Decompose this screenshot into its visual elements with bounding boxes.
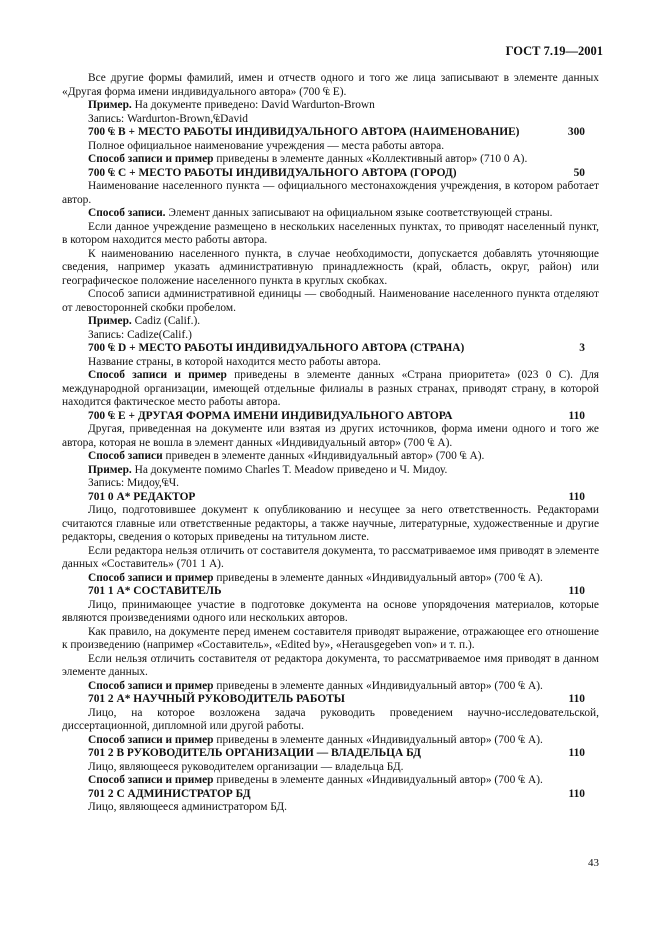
paragraph: Запись: Wardurton-Brown,₠David xyxy=(88,112,249,125)
section-heading xyxy=(62,167,599,181)
paragraph xyxy=(62,153,599,167)
section-heading-title: 700 ₠ С + МЕСТО РАБОТЫ ИНДИВИДУАЛЬНОГО АВТОРА (ГОРОД) xyxy=(88,166,457,179)
page-number: 43 xyxy=(588,857,599,869)
paragraph: Другая, приведенная на документе или взятая из других источников, форма имени одного и того же автора, которая не вошла в элемент данных «Индивидуальный автор» (700 ₠ А). xyxy=(62,423,599,449)
paragraph: Все другие формы фамилий, имен и отчеств одного и того же лица записывают в элементе данных «Другая форма имени индивидуального автора» (700 ₠ Е). xyxy=(62,72,599,98)
document-header: ГОСТ 7.19—2001 xyxy=(505,44,603,58)
paragraph-label: Пример. xyxy=(88,315,132,327)
section-heading-length: 110 xyxy=(568,409,585,422)
section-heading xyxy=(62,693,599,707)
paragraph: Лицо, принимающее участие в подготовке документа на основе упорядочения материалов, которые являются произведениями одного или нескольких авторов. xyxy=(62,598,599,624)
section-heading-length: 50 xyxy=(573,166,585,179)
section-heading xyxy=(62,491,599,505)
paragraph-text: приведены в элементе данных «Страна приоритета» (023 0 С). Для международной организации, имеющей отдельные филиалы в разных странах, приводят страну, в которой находится фактическое место работы автора. xyxy=(62,369,600,408)
section-heading xyxy=(62,410,599,424)
section-heading-title: 701 2 С АДМИНИСТРАТОР БД xyxy=(88,787,251,800)
paragraph-text: Cadiz (Calif.). xyxy=(131,315,201,327)
section-heading-title: 700 ₠ Е + ДРУГАЯ ФОРМА ИМЕНИ ИНДИВИДУАЛЬНОГО АВТОРА xyxy=(88,409,453,422)
paragraph: Как правило, на документе перед именем составителя приводят выражение, отражающее его отношение к произведению (например «Составитель», «Edited by», «Herausgegeben von» и т. п.). xyxy=(62,625,599,651)
paragraph: Запись: Мидоу,₠Ч. xyxy=(88,477,180,489)
paragraph-label: Пример. xyxy=(88,463,132,476)
paragraph xyxy=(62,207,599,221)
paragraph: К наименованию населенного пункта, в случае необходимости, допускается добавлять уточняющие сведения, например указать административную принадлежность (край, область, округ, район) или географическое положение населенного пункта в круглых скобках. xyxy=(62,247,599,287)
paragraph-text: На документе приведено: David Wardurton-Brown xyxy=(131,99,375,111)
section-heading-length: 110 xyxy=(568,693,585,705)
paragraph: Запись: Cadize(Calif.) xyxy=(88,328,192,341)
section-heading-length: 110 xyxy=(568,787,585,800)
section-heading-length: 110 xyxy=(568,490,585,503)
paragraph-label: Способ записи. xyxy=(88,207,166,219)
paragraph: Лицо, на которое возложена задача руководить проведением научно-исследовательской, диссертационной, дипломной или другой работы. xyxy=(62,706,599,732)
paragraph xyxy=(62,99,599,113)
section-heading-title: 701 1 А* СОСТАВИТЕЛЬ xyxy=(88,585,222,597)
paragraph-text: приведены в элементе данных «Индивидуальный автор» (700 ₠ А). xyxy=(213,733,543,746)
paragraph-label: Способ записи и пример xyxy=(88,733,214,746)
paragraph-label: Способ записи и пример xyxy=(88,153,214,165)
paragraph xyxy=(62,369,599,410)
paragraph-label: Пример. xyxy=(88,99,132,111)
paragraph: Наименование населенного пункта — официального местонахождения учреждения, в котором работает автор. xyxy=(62,180,599,206)
paragraph-text: приведены в элементе данных «Индивидуальный автор» (700 ₠ А). xyxy=(213,774,543,786)
paragraph: Лицо, являющееся администратором БД. xyxy=(88,801,287,813)
section-heading-length: 300 xyxy=(567,126,585,138)
paragraph: Полное официальное наименование учреждения — места работы автора. xyxy=(88,139,445,152)
section-heading xyxy=(62,342,599,356)
section-heading-title: 700 ₠ В + МЕСТО РАБОТЫ ИНДИВИДУАЛЬНОГО АВТОРА (НАИМЕНОВАНИЕ) xyxy=(88,126,520,138)
section-heading xyxy=(62,747,599,761)
paragraph xyxy=(62,572,599,586)
paragraph-label: Способ записи и пример xyxy=(88,679,214,692)
paragraph: Если редактора нельзя отличить от составителя документа, то рассматриваемое имя приводят в элементе данных «Составитель» (701 1 А). xyxy=(62,544,599,570)
paragraph: Если данное учреждение размещено в нескольких населенных пунктах, то приводят населенный пункт, в котором находится место работы автора. xyxy=(62,220,599,246)
paragraph xyxy=(62,774,599,788)
section-heading-title: 700 ₠ D + МЕСТО РАБОТЫ ИНДИВИДУАЛЬНОГО АВТОРА (СТРАНА) xyxy=(88,342,465,354)
section-heading xyxy=(62,788,599,802)
section-heading-length: 110 xyxy=(568,585,585,597)
section-heading-length: 3 xyxy=(579,342,585,354)
section-heading-title: 701 0 А* РЕДАКТОР xyxy=(88,490,196,503)
section-heading-title: 701 2 В РУКОВОДИТЕЛЬ ОРГАНИЗАЦИИ — ВЛАДЕЛЬЦА БД xyxy=(88,747,422,759)
paragraph: Лицо, являющееся руководителем организации — владельца БД. xyxy=(88,760,404,773)
paragraph: Лицо, подготовившее документ к опубликованию и несущее за него ответственность. Редакторами считаются главные или ответственные редакторы, а также научные, литературные, художественные и другие редакторы, сведения о которых приведены на титульном листе. xyxy=(62,504,599,543)
paragraph-text: приведены в элементе данных «Индивидуальный автор» (700 ₠ А). xyxy=(213,571,543,584)
paragraph xyxy=(62,680,599,694)
document-body xyxy=(62,72,599,815)
paragraph-label: Способ записи и пример xyxy=(88,774,214,786)
paragraph-text: приведены в элементе данных «Коллективный автор» (710 0 А). xyxy=(213,153,528,165)
section-heading-length: 110 xyxy=(568,747,585,759)
paragraph xyxy=(62,315,599,329)
paragraph-text: приведен в элементе данных «Индивидуальный автор» (700 ₠ А). xyxy=(162,450,485,462)
paragraph: Если нельзя отличить составителя от редактора документа, то рассматриваемое имя приводят в данном элементе данных. xyxy=(62,652,599,678)
section-heading xyxy=(62,126,599,140)
paragraph xyxy=(62,734,599,748)
paragraph-label: Способ записи xyxy=(88,450,163,462)
paragraph-label: Способ записи и пример xyxy=(88,571,214,584)
paragraph xyxy=(62,464,599,478)
paragraph-label: Способ записи и пример xyxy=(88,369,227,381)
paragraph-text: Элемент данных записывают на официальном языке соответствующей страны. xyxy=(165,207,553,219)
section-heading-title: 701 2 А* НАУЧНЫЙ РУКОВОДИТЕЛЬ РАБОТЫ xyxy=(88,693,345,705)
paragraph-text: На документе помимо Charles T. Meadow приведено и Ч. Мидоу. xyxy=(131,463,448,476)
paragraph-text: приведены в элементе данных «Индивидуальный автор» (700 ₠ А). xyxy=(213,679,543,692)
paragraph: Способ записи административной единицы — свободный. Наименование населенного пункта отделяют от левосторонней скобки пробелом. xyxy=(62,288,599,314)
paragraph xyxy=(62,450,599,464)
section-heading xyxy=(62,585,599,599)
paragraph: Название страны, в которой находится место работы автора. xyxy=(88,355,381,368)
